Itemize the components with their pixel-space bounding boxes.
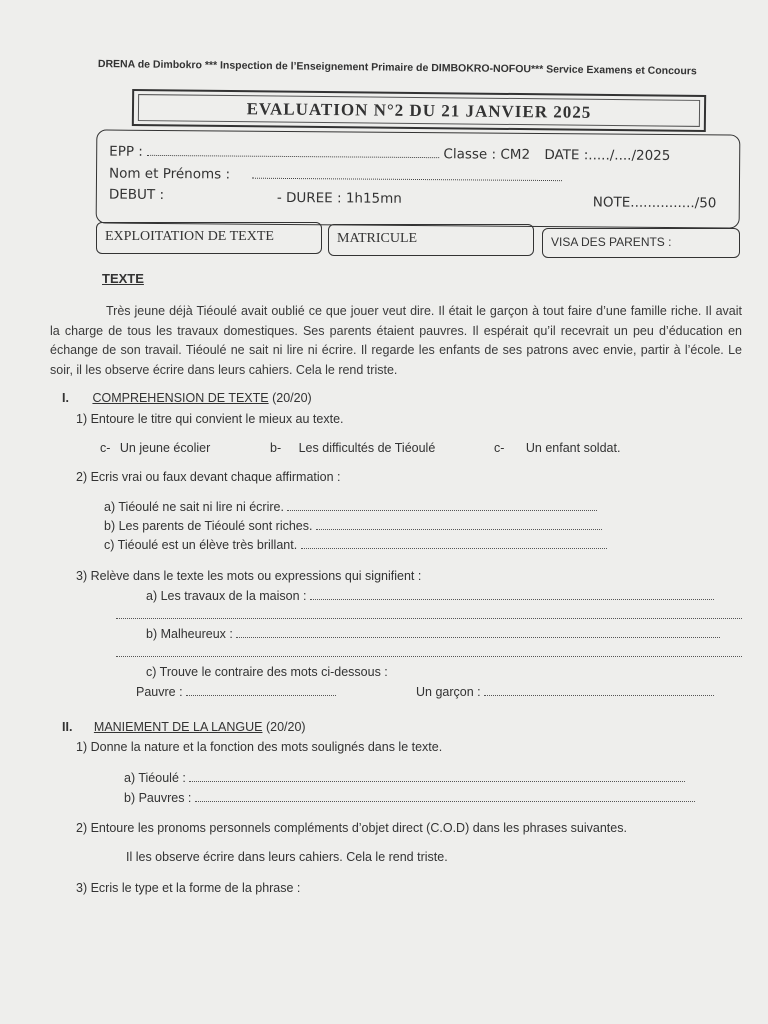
- q3a-label: a) Les travaux de la maison :: [146, 589, 307, 603]
- answer-line[interactable]: [189, 771, 685, 782]
- exam-title: EVALUATION N°2 DU 21 JANVIER 2025: [138, 94, 700, 127]
- part1-heading: [62, 391, 312, 405]
- part2-title: MANIEMENT DE LA LANGUE: [93, 720, 263, 734]
- title-box: [132, 89, 706, 132]
- item-text: Tiéoulé est un élève très brillant.: [117, 538, 298, 552]
- name-field[interactable]: [252, 166, 562, 181]
- student-info-box: [96, 129, 741, 228]
- pauvre-label: Pauvre :: [136, 685, 183, 699]
- answer-line[interactable]: [195, 791, 695, 802]
- p1-q3c: c) Trouve le contraire des mots ci-dessous :: [146, 665, 388, 679]
- answer-line[interactable]: [186, 685, 336, 696]
- part2-number: II.: [62, 720, 73, 734]
- exploitation-box: [96, 222, 322, 254]
- garcon-row: [416, 685, 714, 699]
- p1-question-2: 2) Ecris vrai ou faux devant chaque affirmation :: [76, 470, 341, 484]
- item-text: Tiéoulé ne sait ni lire ni écrire.: [118, 500, 284, 514]
- part1-title: COMPREHENSION DE TEXTE: [92, 391, 269, 405]
- part1-score: (20/20): [272, 391, 312, 405]
- p1-q3b: [146, 627, 720, 641]
- answer-line[interactable]: [316, 519, 602, 530]
- item-text: Les parents de Tiéoulé sont riches.: [118, 519, 313, 533]
- p2-q1a: [124, 771, 685, 785]
- answer-line[interactable]: [484, 685, 714, 696]
- answer-line[interactable]: [116, 608, 742, 619]
- q1b-label: b) Pauvres :: [124, 791, 192, 805]
- answer-line[interactable]: [301, 538, 607, 549]
- item-letter: b): [104, 519, 116, 533]
- item-letter: a): [104, 500, 116, 514]
- p2-q2-sentence: Il les observe écrire dans leurs cahiers. Cela le rend triste.: [126, 850, 448, 864]
- visa-box[interactable]: [542, 228, 740, 258]
- classe-label: Classe : CM2: [443, 146, 531, 163]
- answer-line[interactable]: [287, 500, 597, 511]
- debut-label: DEBUT :: [108, 186, 165, 204]
- matricule-box[interactable]: [328, 224, 534, 256]
- p2-q1b: [124, 791, 695, 805]
- p1-q3a-line2: [116, 608, 742, 622]
- date-label: DATE :...../..../2025: [544, 146, 671, 164]
- item-letter: c): [104, 538, 115, 552]
- name-row: [109, 165, 562, 186]
- part2-score: (20/20): [265, 720, 306, 734]
- option-text: Un enfant soldat.: [525, 441, 621, 455]
- p1-q1-option-c2[interactable]: [494, 441, 620, 455]
- exploitation-label: EXPLOITATION DE TEXTE: [105, 229, 274, 244]
- p2-question-1: 1) Donne la nature et la fonction des mots soulignés dans le texte.: [76, 740, 443, 754]
- duree-label: - DUREE : 1h15mn: [276, 189, 402, 207]
- p2-question-3: 3) Ecris le type et la forme de la phrase :: [76, 881, 301, 895]
- answer-line[interactable]: [236, 627, 720, 638]
- answer-line[interactable]: [116, 646, 742, 657]
- epp-field[interactable]: [147, 143, 439, 158]
- epp-row: [109, 143, 670, 164]
- matricule-label: MATRICULE: [337, 231, 418, 246]
- option-letter: b-: [270, 441, 282, 455]
- option-text: Un jeune écolier: [119, 441, 211, 455]
- option-text: Les difficultés de Tiéoulé: [298, 441, 436, 455]
- p1-q2-item-b: [104, 519, 602, 533]
- p1-q1-option-b[interactable]: [270, 441, 435, 455]
- note-label: NOTE.............../50: [592, 194, 717, 212]
- part2-heading: [62, 720, 306, 734]
- p1-q1-option-c1[interactable]: [100, 441, 210, 455]
- option-letter: c-: [494, 441, 505, 455]
- answer-line[interactable]: [310, 589, 714, 600]
- p1-q3a: [146, 589, 714, 603]
- reading-paragraph: Très jeune déjà Tiéoulé avait oublié ce que jouer veut dire. Il était le garçon à tout faire d’une famille riche. Il avait la charge de tous les travaux domestiques. Ses parents étaient pauvres. Il espérait qu’il recevrait un peu d’éducation en échange de son travail. Tiéoulé ne sait ni lire ni écrire. Il regarde les enfants de ses patrons avec envie, partir à l’école. Le soir, il les observe écrire dans leurs cahiers. Cela le rend triste.: [50, 304, 742, 377]
- epp-label: EPP :: [109, 143, 143, 160]
- p1-q3b-line2: [116, 646, 742, 660]
- q1a-label: a) Tiéoulé :: [124, 771, 186, 785]
- visa-label: VISA DES PARENTS :: [551, 235, 672, 249]
- p1-q2-item-c: [104, 538, 607, 552]
- p1-q2-item-a: [104, 500, 597, 514]
- option-letter: c-: [100, 441, 111, 455]
- q3b-label: b) Malheureux :: [146, 627, 233, 641]
- p1-question-3: 3) Relève dans le texte les mots ou expressions qui signifient :: [76, 569, 422, 583]
- p2-question-2: 2) Entoure les pronoms personnels compléments d’objet direct (C.O.D) dans les phrases suivantes.: [76, 821, 627, 835]
- name-label: Nom et Prénoms :: [108, 165, 231, 183]
- pauvre-row: [136, 685, 336, 699]
- header-line: DRENA de Dimbokro *** Inspection de l’Enseignement Primaire de DIMBOKRO-NOFOU*** Service Examens et Concours: [97, 58, 697, 78]
- part1-number: I.: [62, 391, 69, 405]
- garcon-label: Un garçon :: [416, 685, 481, 699]
- p1-question-1: 1) Entoure le titre qui convient le mieux au texte.: [76, 412, 344, 426]
- reading-text: [50, 302, 742, 380]
- texte-heading: TEXTE: [102, 271, 144, 286]
